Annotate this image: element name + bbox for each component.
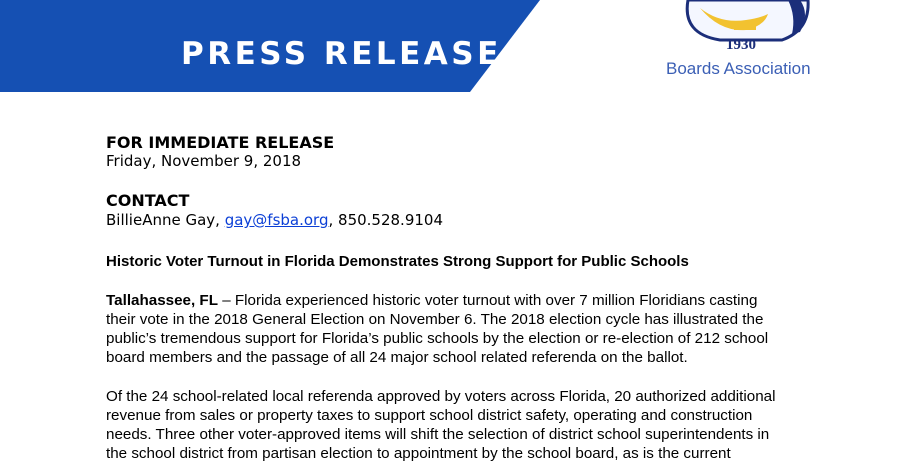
body-paragraph-1	[106, 291, 826, 367]
logo-year: 1930	[726, 37, 756, 53]
headline: Historic Voter Turnout in Florida Demonstrates Strong Support for Public Schools	[106, 253, 689, 270]
paragraph-line: Tallahassee, FL – Florida experienced historic voter turnout with over 7 million Floridians casting	[106, 292, 758, 309]
paragraph-line: their vote in the 2018 General Election on November 6. The 2018 election cycle has illustrated the	[106, 311, 764, 328]
contact-name: BillieAnne Gay,	[106, 211, 225, 229]
paragraph-line: revenue from sales or property taxes to support school district safety, operating and construction	[106, 407, 753, 424]
logo-name: Boards Association	[666, 59, 811, 78]
contact-label: CONTACT	[106, 191, 190, 210]
contact-email-link[interactable]: gay@fsba.org	[224, 211, 329, 229]
release-date: Friday, November 9, 2018	[106, 152, 302, 170]
release-label: FOR IMMEDIATE RELEASE	[106, 133, 335, 152]
paragraph-line: Of the 24 school-related local referenda approved by voters across Florida, 20 authorized additional	[106, 388, 776, 405]
contact-line	[106, 211, 443, 229]
body-paragraph-2	[106, 387, 826, 463]
paragraph-line: needs. Three other voter-approved items will shift the selection of district school superintendents in	[106, 426, 770, 443]
contact-phone: , 850.528.9104	[328, 211, 443, 229]
paragraph-line: the school district from partisan election to appointment by the school board, as is the current	[106, 445, 731, 462]
paragraph-line: board members and the passage of all 24 major school related referenda on the ballot.	[106, 349, 688, 366]
dateline: Tallahassee, FL	[106, 292, 218, 309]
banner-title: PRESS RELEASE	[181, 36, 502, 72]
paragraph-line: public’s tremendous support for Florida’s public schools by the election or re-election of 212 school	[106, 330, 769, 347]
